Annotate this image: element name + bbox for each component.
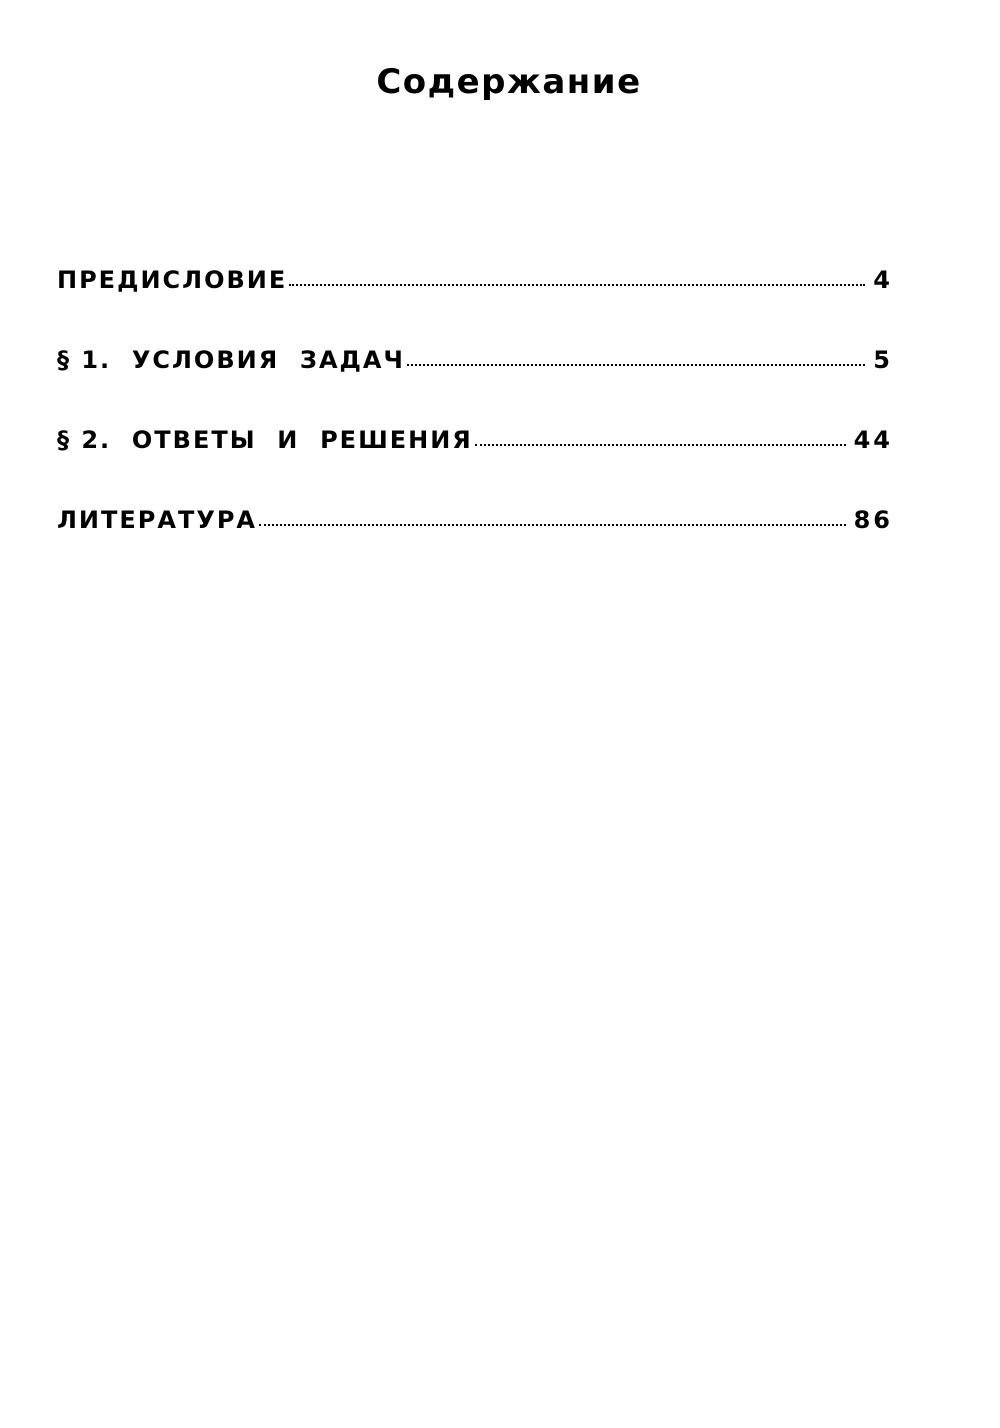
toc-entry-literature[interactable] — [57, 498, 893, 578]
toc-entry-section-2[interactable] — [57, 418, 893, 498]
toc-page-number: 4 — [873, 266, 893, 294]
table-of-contents — [57, 258, 893, 578]
page-title: Содержание — [376, 62, 642, 102]
toc-page-number: 44 — [853, 426, 893, 454]
toc-dot-leader — [259, 523, 846, 526]
toc-entry-label: § 1. УСЛОВИЯ ЗАДАЧ — [57, 346, 405, 374]
toc-dot-leader — [407, 363, 865, 366]
toc-page-number: 5 — [873, 346, 893, 374]
toc-entry-label: ЛИТЕРАТУРА — [57, 506, 257, 534]
toc-entry-section-1[interactable] — [57, 338, 893, 418]
toc-dot-leader — [289, 283, 865, 286]
toc-entry-label: ПРЕДИСЛОВИЕ — [57, 266, 288, 294]
toc-entry-preface[interactable] — [57, 258, 893, 338]
toc-dot-leader — [475, 443, 846, 446]
toc-entry-label: § 2. ОТВЕТЫ И РЕШЕНИЯ — [57, 426, 473, 454]
toc-page-number: 86 — [853, 506, 893, 534]
